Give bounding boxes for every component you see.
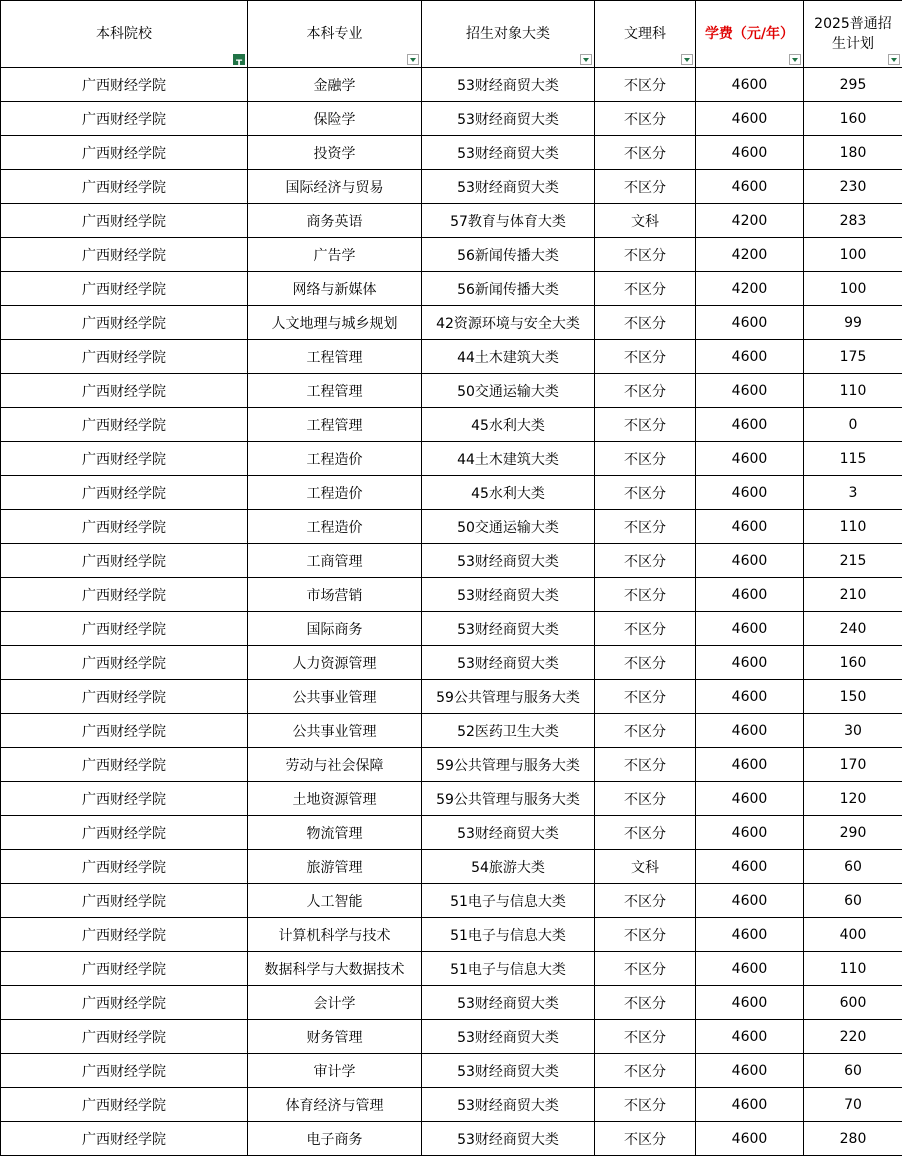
table-row (1, 408, 902, 442)
cell-school[interactable]: 广西财经学院 (1, 238, 248, 272)
cell-track[interactable]: 不区分 (595, 306, 696, 340)
cell-tuition[interactable]: 4600 (696, 850, 804, 884)
cell-plan[interactable]: 100 (804, 238, 902, 272)
cell-school[interactable]: 广西财经学院 (1, 986, 248, 1020)
cell-category[interactable]: 53财经商贸大类 (422, 170, 595, 204)
cell-category[interactable]: 53财经商贸大类 (422, 578, 595, 612)
cell-tuition[interactable]: 4600 (696, 442, 804, 476)
cell-tuition[interactable]: 4600 (696, 476, 804, 510)
cell-major[interactable]: 投资学 (248, 136, 422, 170)
cell-school[interactable]: 广西财经学院 (1, 1054, 248, 1088)
cell-plan[interactable]: 220 (804, 1020, 902, 1054)
cell-tuition[interactable]: 4600 (696, 136, 804, 170)
cell-tuition[interactable]: 4600 (696, 1054, 804, 1088)
cell-track[interactable]: 不区分 (595, 1054, 696, 1088)
cell-track[interactable]: 不区分 (595, 748, 696, 782)
cell-school[interactable]: 广西财经学院 (1, 1020, 248, 1054)
cell-plan[interactable]: 295 (804, 68, 902, 102)
cell-track[interactable]: 不区分 (595, 102, 696, 136)
cell-track[interactable]: 不区分 (595, 1020, 696, 1054)
cell-category[interactable]: 59公共管理与服务大类 (422, 748, 595, 782)
cell-plan[interactable]: 60 (804, 850, 902, 884)
cell-category[interactable]: 53财经商贸大类 (422, 1054, 595, 1088)
cell-major[interactable]: 商务英语 (248, 204, 422, 238)
table-row (1, 918, 902, 952)
cell-category[interactable]: 53财经商贸大类 (422, 136, 595, 170)
table-row (1, 1122, 902, 1156)
cell-tuition[interactable]: 4200 (696, 238, 804, 272)
cell-plan[interactable]: 115 (804, 442, 902, 476)
cell-plan[interactable]: 175 (804, 340, 902, 374)
cell-major[interactable]: 工程造价 (248, 476, 422, 510)
cell-track[interactable]: 不区分 (595, 884, 696, 918)
cell-category[interactable]: 56新闻传播大类 (422, 238, 595, 272)
cell-major[interactable]: 工程造价 (248, 442, 422, 476)
cell-track[interactable]: 不区分 (595, 918, 696, 952)
cell-category[interactable]: 57教育与体育大类 (422, 204, 595, 238)
cell-major[interactable]: 国际经济与贸易 (248, 170, 422, 204)
cell-tuition[interactable]: 4600 (696, 170, 804, 204)
cell-school[interactable]: 广西财经学院 (1, 374, 248, 408)
cell-plan[interactable]: 99 (804, 306, 902, 340)
cell-tuition[interactable]: 4600 (696, 748, 804, 782)
table-row (1, 612, 902, 646)
table-row (1, 68, 902, 102)
cell-category[interactable]: 56新闻传播大类 (422, 272, 595, 306)
cell-plan[interactable]: 110 (804, 510, 902, 544)
cell-track[interactable]: 不区分 (595, 136, 696, 170)
cell-major[interactable]: 审计学 (248, 1054, 422, 1088)
filter-dropdown-icon[interactable] (407, 54, 419, 65)
cell-category[interactable]: 54旅游大类 (422, 850, 595, 884)
header-track-label: 文理科 (624, 26, 666, 42)
table-row (1, 1088, 902, 1122)
cell-category[interactable]: 51电子与信息大类 (422, 918, 595, 952)
header-tuition (696, 1, 804, 68)
cell-major[interactable]: 计算机科学与技术 (248, 918, 422, 952)
cell-track[interactable]: 不区分 (595, 272, 696, 306)
cell-category[interactable]: 50交通运输大类 (422, 510, 595, 544)
cell-plan[interactable]: 3 (804, 476, 902, 510)
cell-school[interactable]: 广西财经学院 (1, 1088, 248, 1122)
cell-major[interactable]: 国际商务 (248, 612, 422, 646)
cell-category[interactable]: 44土木建筑大类 (422, 442, 595, 476)
table-row (1, 1054, 902, 1088)
table-row (1, 578, 902, 612)
cell-school[interactable]: 广西财经学院 (1, 136, 248, 170)
cell-track[interactable]: 不区分 (595, 1088, 696, 1122)
filter-dropdown-icon[interactable] (580, 54, 592, 65)
cell-category[interactable]: 59公共管理与服务大类 (422, 782, 595, 816)
cell-track[interactable]: 不区分 (595, 612, 696, 646)
cell-major[interactable]: 体育经济与管理 (248, 1088, 422, 1122)
cell-school[interactable]: 广西财经学院 (1, 408, 248, 442)
cell-tuition[interactable]: 4600 (696, 306, 804, 340)
table-row (1, 476, 902, 510)
cell-track[interactable]: 文科 (595, 204, 696, 238)
cell-school[interactable]: 广西财经学院 (1, 102, 248, 136)
cell-category[interactable]: 53财经商贸大类 (422, 1020, 595, 1054)
cell-plan[interactable]: 0 (804, 408, 902, 442)
header-major (248, 1, 422, 68)
cell-tuition[interactable]: 4600 (696, 986, 804, 1020)
cell-tuition[interactable]: 4600 (696, 646, 804, 680)
cell-plan[interactable]: 400 (804, 918, 902, 952)
cell-school[interactable]: 广西财经学院 (1, 476, 248, 510)
cell-plan[interactable]: 60 (804, 1054, 902, 1088)
table-row (1, 680, 902, 714)
cell-major[interactable]: 物流管理 (248, 816, 422, 850)
cell-plan[interactable]: 180 (804, 136, 902, 170)
cell-tuition[interactable]: 4600 (696, 1088, 804, 1122)
cell-plan[interactable]: 60 (804, 884, 902, 918)
cell-major[interactable]: 公共事业管理 (248, 714, 422, 748)
cell-school[interactable]: 广西财经学院 (1, 612, 248, 646)
cell-tuition[interactable]: 4600 (696, 612, 804, 646)
cell-major[interactable]: 会计学 (248, 986, 422, 1020)
header-row (1, 1, 902, 68)
header-plan (804, 1, 902, 68)
cell-major[interactable]: 工商管理 (248, 544, 422, 578)
cell-category[interactable]: 53财经商贸大类 (422, 1122, 595, 1156)
cell-category[interactable]: 53财经商贸大类 (422, 102, 595, 136)
cell-major[interactable]: 劳动与社会保障 (248, 748, 422, 782)
table-row (1, 952, 902, 986)
cell-plan[interactable]: 70 (804, 1088, 902, 1122)
cell-track[interactable]: 不区分 (595, 646, 696, 680)
cell-track[interactable]: 不区分 (595, 544, 696, 578)
cell-track[interactable]: 不区分 (595, 1122, 696, 1156)
cell-tuition[interactable]: 4600 (696, 340, 804, 374)
cell-major[interactable]: 网络与新媒体 (248, 272, 422, 306)
cell-school[interactable]: 广西财经学院 (1, 68, 248, 102)
table-row (1, 272, 902, 306)
table-row (1, 204, 902, 238)
table-row (1, 170, 902, 204)
cell-tuition[interactable]: 4600 (696, 544, 804, 578)
cell-category[interactable]: 53财经商贸大类 (422, 68, 595, 102)
cell-tuition[interactable]: 4200 (696, 272, 804, 306)
cell-tuition[interactable]: 4600 (696, 714, 804, 748)
filter-dropdown-icon[interactable] (888, 54, 900, 65)
cell-track[interactable]: 不区分 (595, 374, 696, 408)
cell-category[interactable]: 53财经商贸大类 (422, 986, 595, 1020)
filter-dropdown-icon[interactable] (789, 54, 801, 65)
cell-school[interactable]: 广西财经学院 (1, 204, 248, 238)
cell-school[interactable]: 广西财经学院 (1, 952, 248, 986)
cell-track[interactable]: 文科 (595, 850, 696, 884)
header-tuition-label: 学费（元/年） (704, 26, 795, 42)
cell-plan[interactable]: 150 (804, 680, 902, 714)
cell-tuition[interactable]: 4600 (696, 782, 804, 816)
cell-plan[interactable]: 160 (804, 646, 902, 680)
cell-track[interactable]: 不区分 (595, 578, 696, 612)
cell-track[interactable]: 不区分 (595, 68, 696, 102)
cell-tuition[interactable]: 4600 (696, 1020, 804, 1054)
cell-track[interactable]: 不区分 (595, 714, 696, 748)
cell-plan[interactable]: 170 (804, 748, 902, 782)
cell-tuition[interactable]: 4600 (696, 408, 804, 442)
header-school-label: 本科院校 (96, 26, 152, 42)
cell-track[interactable]: 不区分 (595, 510, 696, 544)
cell-plan[interactable]: 230 (804, 170, 902, 204)
cell-major[interactable]: 土地资源管理 (248, 782, 422, 816)
cell-tuition[interactable]: 4600 (696, 578, 804, 612)
cell-school[interactable]: 广西财经学院 (1, 340, 248, 374)
cell-track[interactable]: 不区分 (595, 340, 696, 374)
cell-track[interactable]: 不区分 (595, 952, 696, 986)
table-row (1, 340, 902, 374)
cell-category[interactable]: 53财经商贸大类 (422, 816, 595, 850)
cell-major[interactable]: 旅游管理 (248, 850, 422, 884)
cell-school[interactable]: 广西财经学院 (1, 1122, 248, 1156)
cell-category[interactable]: 45水利大类 (422, 476, 595, 510)
header-category-label: 招生对象大类 (466, 26, 550, 42)
cell-plan[interactable]: 110 (804, 952, 902, 986)
cell-tuition[interactable]: 4600 (696, 680, 804, 714)
cell-track[interactable]: 不区分 (595, 442, 696, 476)
cell-school[interactable]: 广西财经学院 (1, 544, 248, 578)
table-row (1, 102, 902, 136)
cell-tuition[interactable]: 4600 (696, 952, 804, 986)
cell-track[interactable]: 不区分 (595, 782, 696, 816)
table-row (1, 816, 902, 850)
cell-plan[interactable]: 240 (804, 612, 902, 646)
cell-category[interactable]: 44土木建筑大类 (422, 340, 595, 374)
cell-track[interactable]: 不区分 (595, 476, 696, 510)
cell-school[interactable]: 广西财经学院 (1, 782, 248, 816)
cell-major[interactable]: 金融学 (248, 68, 422, 102)
cell-plan[interactable]: 110 (804, 374, 902, 408)
cell-category[interactable]: 53财经商贸大类 (422, 612, 595, 646)
cell-tuition[interactable]: 4600 (696, 918, 804, 952)
table-row (1, 374, 902, 408)
cell-plan[interactable]: 120 (804, 782, 902, 816)
cell-category[interactable]: 51电子与信息大类 (422, 952, 595, 986)
table-row (1, 544, 902, 578)
cell-major[interactable]: 数据科学与大数据技术 (248, 952, 422, 986)
cell-major[interactable]: 市场营销 (248, 578, 422, 612)
cell-major[interactable]: 保险学 (248, 102, 422, 136)
cell-plan[interactable]: 160 (804, 102, 902, 136)
cell-major[interactable]: 工程管理 (248, 408, 422, 442)
table-row (1, 238, 902, 272)
cell-plan[interactable]: 290 (804, 816, 902, 850)
cell-major[interactable]: 工程造价 (248, 510, 422, 544)
cell-plan[interactable]: 215 (804, 544, 902, 578)
cell-tuition[interactable]: 4600 (696, 510, 804, 544)
header-category (422, 1, 595, 68)
cell-plan[interactable]: 283 (804, 204, 902, 238)
cell-school[interactable]: 广西财经学院 (1, 170, 248, 204)
cell-track[interactable]: 不区分 (595, 238, 696, 272)
cell-major[interactable]: 广告学 (248, 238, 422, 272)
cell-major[interactable]: 人力资源管理 (248, 646, 422, 680)
cell-category[interactable]: 52医药卫生大类 (422, 714, 595, 748)
cell-track[interactable]: 不区分 (595, 170, 696, 204)
header-plan-label: 2025普通招生计划 (814, 16, 892, 52)
cell-school[interactable]: 广西财经学院 (1, 680, 248, 714)
table-row (1, 306, 902, 340)
cell-plan[interactable]: 210 (804, 578, 902, 612)
table-row (1, 1020, 902, 1054)
cell-school[interactable]: 广西财经学院 (1, 272, 248, 306)
cell-track[interactable]: 不区分 (595, 816, 696, 850)
cell-major[interactable]: 人文地理与城乡规划 (248, 306, 422, 340)
cell-plan[interactable]: 280 (804, 1122, 902, 1156)
cell-major[interactable]: 工程管理 (248, 374, 422, 408)
cell-category[interactable]: 51电子与信息大类 (422, 884, 595, 918)
table-row (1, 986, 902, 1020)
cell-plan[interactable]: 30 (804, 714, 902, 748)
cell-major[interactable]: 工程管理 (248, 340, 422, 374)
cell-major[interactable]: 财务管理 (248, 1020, 422, 1054)
cell-school[interactable]: 广西财经学院 (1, 578, 248, 612)
cell-category[interactable]: 53财经商贸大类 (422, 1088, 595, 1122)
cell-school[interactable]: 广西财经学院 (1, 816, 248, 850)
cell-major[interactable]: 人工智能 (248, 884, 422, 918)
cell-school[interactable]: 广西财经学院 (1, 714, 248, 748)
table-row (1, 714, 902, 748)
cell-category[interactable]: 42资源环境与安全大类 (422, 306, 595, 340)
table-row (1, 442, 902, 476)
cell-school[interactable]: 广西财经学院 (1, 442, 248, 476)
filter-active-icon[interactable] (233, 54, 245, 65)
cell-tuition[interactable]: 4600 (696, 816, 804, 850)
cell-school[interactable]: 广西财经学院 (1, 918, 248, 952)
cell-tuition[interactable]: 4600 (696, 102, 804, 136)
table-body (1, 68, 902, 1156)
cell-school[interactable]: 广西财经学院 (1, 646, 248, 680)
cell-tuition[interactable]: 4600 (696, 68, 804, 102)
cell-category[interactable]: 50交通运输大类 (422, 374, 595, 408)
table-row (1, 646, 902, 680)
cell-tuition[interactable]: 4600 (696, 374, 804, 408)
cell-category[interactable]: 45水利大类 (422, 408, 595, 442)
cell-school[interactable]: 广西财经学院 (1, 306, 248, 340)
table-row (1, 782, 902, 816)
cell-track[interactable]: 不区分 (595, 680, 696, 714)
cell-school[interactable]: 广西财经学院 (1, 748, 248, 782)
cell-tuition[interactable]: 4600 (696, 1122, 804, 1156)
table-row (1, 884, 902, 918)
header-major-label: 本科专业 (306, 26, 363, 42)
cell-category[interactable]: 59公共管理与服务大类 (422, 680, 595, 714)
header-school (1, 1, 248, 68)
cell-track[interactable]: 不区分 (595, 408, 696, 442)
cell-school[interactable]: 广西财经学院 (1, 850, 248, 884)
table-row (1, 748, 902, 782)
table-row (1, 850, 902, 884)
cell-school[interactable]: 广西财经学院 (1, 510, 248, 544)
header-track (595, 1, 696, 68)
cell-tuition[interactable]: 4200 (696, 204, 804, 238)
filter-dropdown-icon[interactable] (681, 54, 693, 65)
cell-plan[interactable]: 100 (804, 272, 902, 306)
cell-tuition[interactable]: 4600 (696, 884, 804, 918)
cell-major[interactable]: 电子商务 (248, 1122, 422, 1156)
cell-school[interactable]: 广西财经学院 (1, 884, 248, 918)
cell-category[interactable]: 53财经商贸大类 (422, 646, 595, 680)
cell-plan[interactable]: 600 (804, 986, 902, 1020)
table-row (1, 136, 902, 170)
cell-category[interactable]: 53财经商贸大类 (422, 544, 595, 578)
table-row (1, 510, 902, 544)
cell-track[interactable]: 不区分 (595, 986, 696, 1020)
cell-major[interactable]: 公共事业管理 (248, 680, 422, 714)
